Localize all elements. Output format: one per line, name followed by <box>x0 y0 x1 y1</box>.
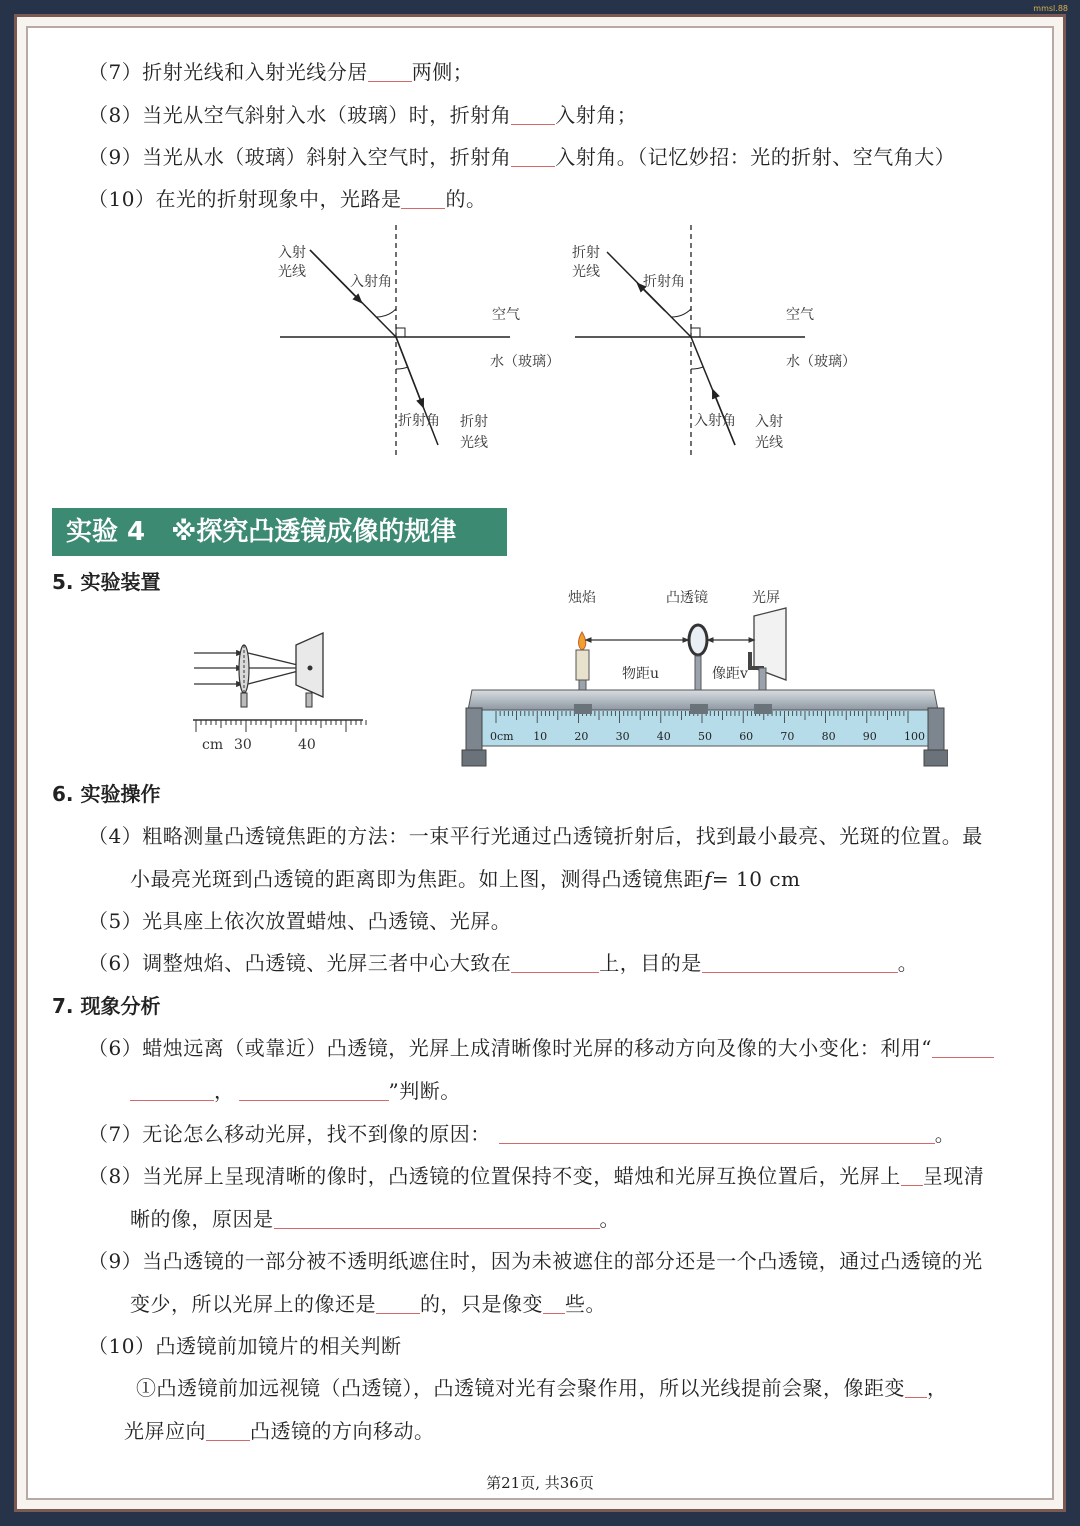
bench-scale-label: 70 <box>780 730 795 743</box>
an10-1-line1: ①凸透镜前加远视镜（凸透镜），凸透镜对光有会聚作用，所以光线提前会聚，像距变 ， <box>136 1376 948 1400</box>
an6-line1: （6）蜡烛远离（或靠近）凸透镜，光屏上成清晰像时光屏的移动方向及像的大小变化：利用“ <box>88 1034 994 1062</box>
label-incident-angle: 入射角 <box>694 413 736 429</box>
blank[interactable] <box>499 1123 935 1144</box>
blank[interactable] <box>511 104 555 125</box>
section-title-bar: 实验 4 ※探究凸透镜成像的规律 <box>52 508 507 556</box>
blank[interactable] <box>905 1377 927 1398</box>
blank[interactable] <box>401 188 445 209</box>
an7: （7）无论怎么移动光屏，找不到像的原因： 。 <box>88 1122 956 1146</box>
label-screen: 光屏 <box>752 590 780 606</box>
heading-apparatus: 5. 实验装置 <box>52 570 161 594</box>
tick-label-30: 30 <box>234 737 252 753</box>
blank[interactable] <box>932 1037 994 1058</box>
label-refracted-ray: 折射 <box>460 414 488 430</box>
op6: （6）调整烛焰、凸透镜、光屏三者中心大致在 上，目的是 。 <box>88 951 919 975</box>
item-9: （9）当光从水（玻璃）斜射入空气时，折射角 入射角。（记忆妙招：光的折射、空气角大） <box>88 145 956 169</box>
an10: （10）凸透镜前加镜片的相关判断 <box>88 1334 402 1358</box>
label-incident-ray: 入射 <box>755 414 783 430</box>
bench-scale-label: 30 <box>615 730 630 743</box>
label-air: 空气 <box>492 307 520 323</box>
label-incident-ray: 入射 <box>278 245 306 261</box>
label-incident-angle: 入射角 <box>350 274 392 290</box>
an8-line1: （8）当光屏上呈现清晰的像时，凸透镜的位置保持不变，蜡烛和光屏互换位置后，光屏上 呈现清 <box>88 1164 985 1188</box>
label-refraction-angle: 折射角 <box>643 274 685 290</box>
op5: （5）光具座上依次放置蜡烛、凸透镜、光屏。 <box>88 909 512 933</box>
refraction-diagram-left <box>278 225 560 458</box>
label-refracted-ray: 光线 <box>572 264 600 280</box>
blank[interactable] <box>206 1420 250 1441</box>
heading-analysis: 7. 现象分析 <box>52 994 161 1018</box>
item-8: （8）当光从空气斜射入水（玻璃）时，折射角 入射角； <box>88 103 638 127</box>
blank[interactable] <box>130 1080 214 1101</box>
label-air: 空气 <box>786 307 814 323</box>
bench-scale-label: 20 <box>574 730 589 743</box>
blank[interactable] <box>274 1208 600 1229</box>
label-refracted-ray: 折射 <box>572 245 600 261</box>
refraction-figure <box>270 220 870 465</box>
optical-bench-figure <box>458 580 948 772</box>
an9-line1: （9）当凸透镜的一部分被不透明纸遮住时，因为未被遮住的部分还是一个凸透镜，通过凸透镜的光 <box>88 1249 983 1273</box>
label-image-distance: 像距v <box>712 666 748 682</box>
op4-line2: 小最亮光斑到凸透镜的距离即为焦距。如上图，测得凸透镜焦距f= 10 cm <box>130 867 801 891</box>
blank[interactable] <box>368 61 412 82</box>
op4-line1: （4）粗略测量凸透镜焦距的方法：一束平行光通过凸透镜折射后，找到最小最亮、光斑的位置。最 <box>88 824 983 848</box>
label-cm: cm <box>202 737 224 753</box>
blank[interactable] <box>511 952 599 973</box>
blank[interactable] <box>543 1293 565 1314</box>
an10-1-line2: 光屏应向 凸透镜的方向移动。 <box>124 1419 435 1443</box>
label-lens: 凸透镜 <box>666 590 708 606</box>
blank[interactable] <box>702 952 898 973</box>
tick-label-40: 40 <box>298 737 316 753</box>
bench-scale-label: 0cm <box>490 730 514 743</box>
page-number-footer: 第21页, 共36页 <box>486 1474 594 1492</box>
label-incident-ray: 光线 <box>755 435 783 451</box>
refraction-diagram-right <box>572 225 856 458</box>
label-incident-ray: 光线 <box>278 264 306 280</box>
item-10: （10）在光的折射现象中，光路是 的。 <box>88 187 487 211</box>
heading-operation: 6. 实验操作 <box>52 782 161 806</box>
bench-scale-label: 40 <box>656 730 671 743</box>
bench-scale-label: 80 <box>821 730 836 743</box>
label-refracted-ray: 光线 <box>460 435 488 451</box>
blank[interactable] <box>376 1293 420 1314</box>
blank[interactable] <box>239 1080 389 1101</box>
blank[interactable] <box>901 1165 923 1186</box>
bench-scale-label: 50 <box>698 730 712 743</box>
item-7: （7）折射光线和入射光线分居 两侧； <box>88 60 474 84</box>
an9-line2: 变少，所以光屏上的像还是 的，只是像变 些。 <box>130 1292 606 1316</box>
bench-scale-label: 100 <box>904 730 925 743</box>
bench-scale-label: 10 <box>533 730 548 743</box>
an8-line2: 晰的像，原因是 。 <box>130 1207 620 1231</box>
blank[interactable] <box>511 146 555 167</box>
bench-scale-label: 60 <box>739 730 754 743</box>
label-water: 水（玻璃） <box>786 354 856 370</box>
label-candle: 烛焰 <box>568 590 596 606</box>
label-object-distance: 物距u <box>622 666 660 682</box>
focal-length-figure <box>188 625 368 760</box>
an6-line2: ， ”判断。 <box>130 1077 461 1105</box>
corner-watermark: mmsl.88 <box>1033 4 1068 13</box>
label-refraction-angle: 折射角 <box>398 413 440 429</box>
label-water: 水（玻璃） <box>490 354 560 370</box>
bench-scale-label: 90 <box>862 730 877 743</box>
